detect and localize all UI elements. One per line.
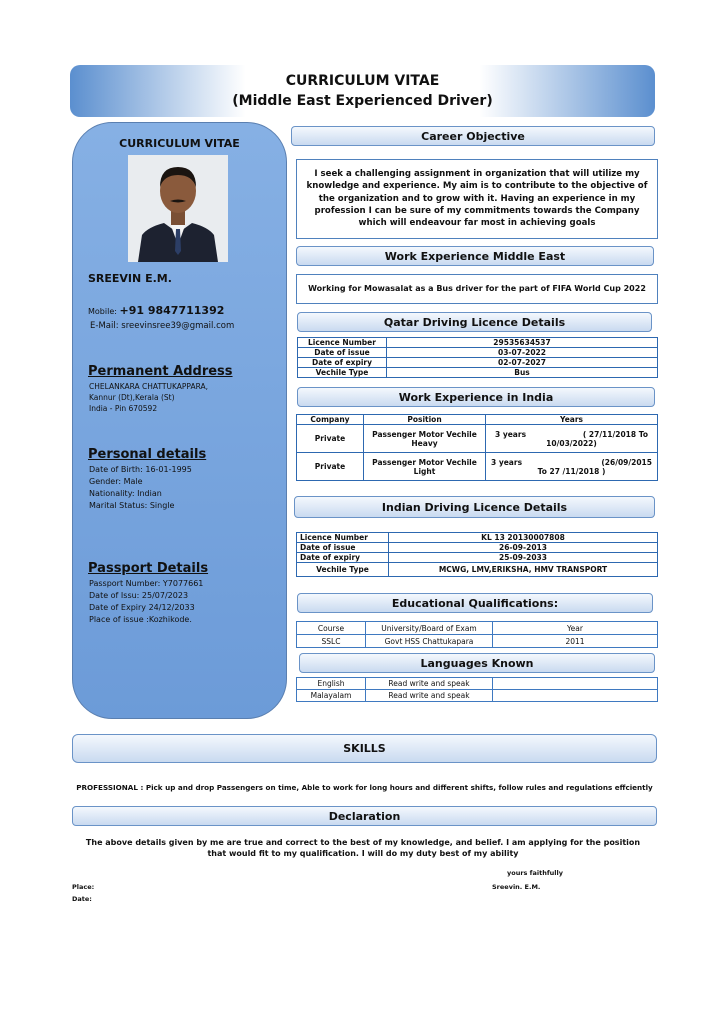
table-row <box>297 622 658 635</box>
table-row <box>298 338 658 348</box>
date-label: Date: <box>72 895 92 903</box>
table-row <box>297 563 658 577</box>
work-me-box <box>296 274 658 304</box>
education-heading: Educational Qualifications: <box>297 593 653 613</box>
col-header: Course <box>297 622 366 635</box>
education-table <box>296 621 658 648</box>
table-row <box>297 635 658 648</box>
cell-course: SSLC <box>297 635 366 648</box>
declaration-text: The above details given by me are true and correct to the best of my knowledge, and belief. I am applying for the position that would fit to my qualification. I will do my duty best of my ability <box>85 838 641 858</box>
years-duration: 3 years <box>495 429 527 439</box>
table-row <box>297 690 658 702</box>
table-row <box>297 453 658 481</box>
cell-empty <box>493 690 658 702</box>
address-line: CHELANKARA CHATTUKAPPARA, <box>89 382 209 391</box>
indian-licence-table <box>296 532 658 577</box>
cell-year: 2011 <box>493 635 658 648</box>
passport-line: Date of Issu: 25/07/2023 <box>89 591 189 600</box>
work-me-heading: Work Experience Middle East <box>296 246 654 266</box>
years-from: ( 27/11/2018 To <box>582 429 648 439</box>
address-heading: Permanent Address <box>88 364 233 379</box>
cell-empty <box>493 678 658 690</box>
address-line: India - Pin 670592 <box>89 404 158 413</box>
cell-label: Date of expiry <box>297 553 389 563</box>
col-header: Year <box>493 622 658 635</box>
career-objective-box <box>296 159 658 239</box>
col-header: Position <box>364 415 486 425</box>
career-objective-text: I seek a challenging assignment in organization that will utilize my knowledge and experience. My aim is to contribute to the objective of the organization and to grow with it. Having an experience in my profession I can be sure of my commitments towards the Company which will endeavour far most in achieving goals <box>306 169 648 229</box>
cell-years <box>486 453 658 481</box>
passport-line: Date of Expiry 24/12/2033 <box>89 603 195 612</box>
table-row <box>298 368 658 378</box>
qatar-licence-heading: Qatar Driving Licence Details <box>297 312 652 332</box>
cell-value: KL 13 20130007808 <box>389 533 658 543</box>
cell-company: Private <box>297 453 364 481</box>
skills-heading: SKILLS <box>72 734 657 763</box>
cell-value: 02-07-2027 <box>387 358 658 368</box>
qatar-licence-table <box>297 337 658 378</box>
cell-value: 26-09-2013 <box>389 543 658 553</box>
work-india-table <box>296 414 658 481</box>
cell-label: Vechile Type <box>297 563 389 577</box>
cell-label: Date of issue <box>297 543 389 553</box>
col-header: University/Board of Exam <box>366 622 493 635</box>
personal-line: Date of Birth: 16-01-1995 <box>89 465 192 474</box>
languages-table <box>296 677 658 702</box>
document-title-banner <box>70 65 655 117</box>
cell-label: Vechile Type <box>298 368 387 378</box>
personal-line: Gender: Male <box>89 477 143 486</box>
cell-label: Date of expiry <box>298 358 387 368</box>
cell-years <box>486 425 658 453</box>
years-to: To 27 /11/2018 ) <box>537 466 606 476</box>
declaration-heading: Declaration <box>72 806 657 826</box>
signature-name: Sreevin. E.M. <box>492 883 541 891</box>
document-title: CURRICULUM VITAE <box>285 73 440 89</box>
cell-company: Private <box>297 425 364 453</box>
place-label: Place: <box>72 883 95 891</box>
table-row <box>298 358 658 368</box>
cell-level: Read write and speak <box>366 690 493 702</box>
passport-line: Place of issue :Kozhikode. <box>89 615 192 624</box>
career-objective-heading: Career Objective <box>291 126 655 146</box>
table-row <box>297 533 658 543</box>
cell-value: Bus <box>387 368 658 378</box>
cell-value: 03-07-2022 <box>387 348 658 358</box>
mobile-label: Mobile: <box>88 307 117 316</box>
indian-licence-heading: Indian Driving Licence Details <box>294 496 655 518</box>
cell-value: 25-09-2033 <box>389 553 658 563</box>
work-me-text: Working for Mowasalat as a Bus driver for the part of FIFA World Cup 2022 <box>308 284 646 293</box>
cell-label: Licence Number <box>297 533 389 543</box>
cell-board: Govt HSS Chattukapara <box>366 635 493 648</box>
table-row <box>297 678 658 690</box>
cell-value: 29535634537 <box>387 338 658 348</box>
address-block <box>89 381 208 414</box>
table-row <box>297 425 658 453</box>
years-duration: 3 years <box>491 457 523 467</box>
yours-faithfully: yours faithfully <box>507 869 563 877</box>
personal-heading: Personal details <box>88 447 207 462</box>
table-row <box>298 348 658 358</box>
col-header: Years <box>486 415 658 425</box>
years-to: 10/03/2022) <box>546 438 597 448</box>
cell-label: Date of issue <box>298 348 387 358</box>
document-subtitle: (Middle East Experienced Driver) <box>232 93 493 109</box>
cell-label: Licence Number <box>298 338 387 348</box>
cell-language: Malayalam <box>297 690 366 702</box>
sidebar-heading: CURRICULUM VITAE <box>119 137 240 150</box>
mobile-line <box>88 305 278 318</box>
skills-text: PROFESSIONAL : Pick up and drop Passengers on time, Able to work for long hours and different shifts, follow rules and regulations effciently <box>76 783 653 792</box>
work-india-heading: Work Experience in India <box>297 387 655 407</box>
cell-value: MCWG, LMV,ERIKSHA, HMV TRANSPORT <box>389 563 658 577</box>
cell-level: Read write and speak <box>366 678 493 690</box>
table-row <box>297 553 658 563</box>
candidate-name: SREEVIN E.M. <box>88 272 172 285</box>
passport-block <box>89 578 203 626</box>
cell-language: English <box>297 678 366 690</box>
email: E-Mail: sreevinsree39@gmail.com <box>90 321 235 331</box>
years-from: (26/09/2015 <box>601 457 652 467</box>
profile-photo <box>128 155 228 262</box>
table-row <box>297 415 658 425</box>
personal-line: Nationality: Indian <box>89 489 162 498</box>
cell-position: Passenger Motor Vechile Light <box>364 453 486 481</box>
passport-heading: Passport Details <box>88 561 209 576</box>
cell-position: Passenger Motor Vechile Heavy <box>364 425 486 453</box>
mobile-value: +91 9847711392 <box>119 304 225 317</box>
personal-block <box>89 464 192 512</box>
address-line: Kannur (Dt),Kerala (St) <box>89 393 175 402</box>
table-row <box>297 543 658 553</box>
languages-heading: Languages Known <box>299 653 655 673</box>
personal-line: Marital Status: Single <box>89 501 175 510</box>
col-header: Company <box>297 415 364 425</box>
passport-line: Passport Number: Y7077661 <box>89 579 204 588</box>
